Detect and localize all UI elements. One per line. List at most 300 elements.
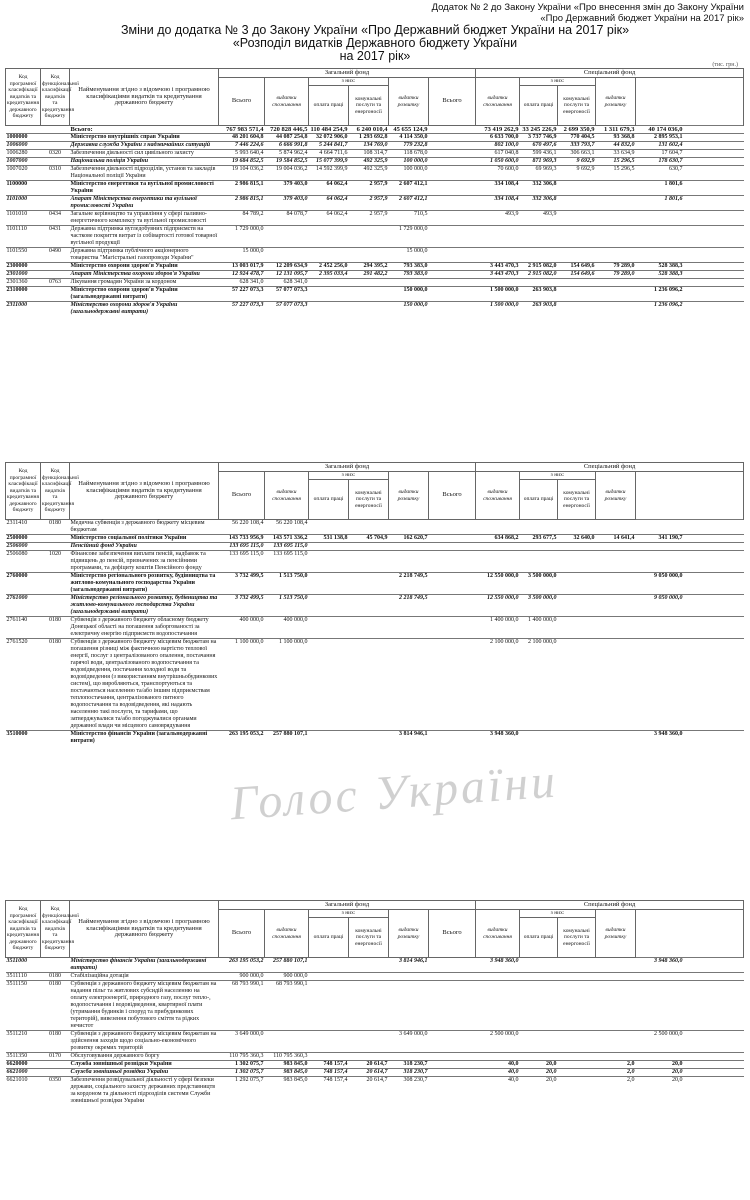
general-fund-value: 45 655 124,9 — [393, 126, 428, 133]
special-fund-value: 9 692,9 — [576, 158, 595, 164]
special-fund-value — [476, 543, 520, 551]
special-fund-value: 79 289,0 — [613, 263, 635, 269]
special-fund-value: 3 948 360,0 — [654, 731, 683, 737]
special-fund-value: 73 419 262,9 — [484, 126, 519, 133]
function-code: 0310 — [49, 166, 61, 172]
special-fund-value: 263 903,8 — [532, 287, 557, 293]
col-header-special-wages: оплата праці — [520, 480, 558, 520]
program-code: 2301000 — [6, 271, 28, 277]
special-fund-value — [558, 1053, 596, 1061]
special-fund-value — [596, 181, 636, 196]
special-fund-value — [476, 279, 520, 287]
general-fund-value-extra — [429, 271, 476, 279]
special-fund-value — [596, 211, 636, 226]
program-name: Пенсійний фонд України — [70, 543, 137, 549]
special-fund-value — [520, 520, 558, 535]
function-code: 0320 — [49, 150, 61, 156]
special-fund-value — [558, 543, 596, 551]
general-fund-value — [349, 551, 389, 573]
col-header-special-fund: Спеціальний фонд — [476, 901, 744, 910]
general-fund-value — [389, 973, 429, 981]
col-header-special-total: Всього — [429, 472, 476, 520]
program-code: 1006000 — [6, 142, 28, 148]
col-header-general-consumption: видатки споживання — [265, 472, 309, 520]
special-fund-value — [596, 981, 636, 1031]
special-fund-value: 9 050 000,0 — [654, 595, 683, 601]
special-fund-value: 178 630,7 — [658, 158, 683, 164]
special-fund-value — [476, 226, 520, 248]
general-fund-value — [349, 248, 389, 263]
special-fund-value: 1 801,6 — [664, 196, 683, 202]
special-fund-value: 9 050 000,0 — [654, 573, 683, 579]
special-fund-value — [596, 287, 636, 302]
general-fund-value — [309, 543, 349, 551]
general-fund-value: 143 733 956,9 — [229, 535, 264, 541]
special-fund-value — [476, 551, 520, 573]
special-fund-value: 1 801,6 — [664, 181, 683, 187]
col-header-general-total: Всього — [219, 910, 265, 958]
program-code: 2761140 — [6, 617, 28, 623]
general-fund-value-extra — [429, 142, 476, 150]
col-header-special-fund: Спеціальний фонд — [476, 463, 744, 472]
general-fund-value — [309, 573, 349, 595]
special-fund-value — [596, 248, 636, 263]
special-fund-value — [596, 595, 636, 617]
special-fund-value-extra — [684, 617, 744, 639]
function-code: 0763 — [49, 279, 61, 285]
special-fund-value: 634 868,2 — [494, 535, 519, 541]
special-fund-value-extra — [684, 302, 744, 317]
table-row — [6, 551, 744, 573]
special-fund-value: 599 436,1 — [532, 150, 557, 156]
special-fund-value — [636, 211, 684, 226]
col-header-general-development: видатки розвитку — [389, 78, 429, 126]
general-fund-value: 150 000,0 — [403, 302, 428, 308]
special-fund-value: 20,0 — [546, 1061, 557, 1067]
program-code: 1000000 — [6, 134, 28, 140]
general-fund-value: 133 695 115,0 — [229, 551, 264, 557]
special-fund-value: 20,0 — [672, 1069, 683, 1075]
special-fund-value: 2 100 000,0 — [490, 639, 519, 645]
program-code: 1007000 — [6, 158, 28, 164]
col-header-general-wages: оплата праці — [309, 86, 349, 126]
special-fund-value — [596, 543, 636, 551]
special-fund-value — [520, 981, 558, 1031]
special-fund-value: 2,0 — [627, 1061, 635, 1067]
general-fund-value — [309, 595, 349, 617]
general-fund-value-extra — [429, 958, 476, 973]
general-fund-value: 57 227 073,3 — [232, 302, 264, 308]
col-header-general-development: видатки розвитку — [389, 472, 429, 520]
program-name: Апарат Міністерства енергетики та вугільної промисловості України — [70, 196, 197, 209]
special-fund-value-extra — [684, 573, 744, 595]
general-fund-value — [349, 573, 389, 595]
special-fund-value-extra — [684, 126, 744, 134]
general-fund-value-extra — [429, 248, 476, 263]
general-fund-value: 628 341,0 — [239, 279, 264, 285]
general-fund-value-extra — [429, 287, 476, 302]
col-header-general-utilities: комунальні послуги та енергоносії — [349, 86, 389, 126]
program-name: Міністерство фінансів України (загальнодержавні витрати) — [70, 958, 207, 971]
special-fund-value: 341 190,7 — [658, 535, 683, 541]
general-fund-value: 110 795 360,3 — [229, 1053, 264, 1059]
general-fund-value: 32 072 906,0 — [316, 134, 348, 140]
special-fund-value-extra — [684, 279, 744, 287]
special-fund-value-extra — [684, 958, 744, 973]
general-fund-value: 1 302 075,7 — [235, 1069, 264, 1075]
program-name: Міністерство регіонального розвитку, будівництва та житлово-комунального господарства України (загальнодержавні витрати) — [70, 573, 216, 593]
function-code — [41, 142, 70, 150]
table-header — [6, 69, 744, 126]
col-header-special-wages: оплата праці — [520, 918, 558, 958]
special-fund-value — [476, 973, 520, 981]
general-fund-value: 12 924 478,7 — [232, 271, 264, 277]
special-fund-value: 3 948 360,0 — [490, 731, 519, 737]
general-fund-value-extra — [429, 1031, 476, 1053]
special-fund-value — [636, 520, 684, 535]
general-fund-value: 64 062,4 — [326, 181, 348, 187]
general-fund-value: 100 000,0 — [403, 166, 428, 172]
special-fund-value-extra — [684, 1077, 744, 1106]
function-code: 0490 — [49, 248, 61, 254]
table-header — [6, 901, 744, 958]
special-fund-value — [558, 1069, 596, 1077]
function-code — [41, 126, 70, 134]
special-fund-value: 12 550 000,0 — [487, 573, 519, 579]
special-fund-value — [636, 617, 684, 639]
col-header-general-total: Всього — [219, 472, 265, 520]
title-line2: «Розподіл видатків Державного бюджету України — [232, 36, 518, 50]
general-fund-value — [309, 1053, 349, 1061]
budget-table — [5, 900, 744, 1105]
special-fund-value: 1 500 000,0 — [490, 302, 519, 308]
general-fund-value: 56 220 108,4 — [232, 520, 264, 526]
table-row — [6, 981, 744, 1031]
general-fund-value: 2 395 033,4 — [319, 271, 348, 277]
special-fund-value: 493,9 — [543, 211, 557, 217]
special-fund-value-extra — [684, 543, 744, 551]
special-fund-value — [558, 595, 596, 617]
special-fund-value — [558, 617, 596, 639]
special-fund-value: 493,9 — [505, 211, 519, 217]
special-fund-value — [596, 302, 636, 317]
program-name: Міністерство фінансів України (загальнодержавні витрати) — [70, 731, 208, 744]
general-fund-value-extra — [429, 126, 476, 134]
program-name: Загальне керівництво та управління у сфері паливно-енергетичного комплексу та вугільної промисловості — [70, 211, 207, 224]
general-fund-value — [349, 302, 389, 317]
special-fund-value — [558, 1077, 596, 1106]
special-fund-value-extra — [684, 287, 744, 302]
special-fund-value: 20,0 — [546, 1069, 557, 1075]
general-fund-value: 6 666 991,8 — [279, 142, 308, 148]
program-name: Субвенція з державного бюджету місцевим бюджетам на здійснення заходів щодо соціально-економічного розвитку окремих територій — [70, 1031, 217, 1051]
general-fund-value: 5 993 640,4 — [235, 150, 264, 156]
col-header-prog-code: Код програмної класифікації видатків та кредитування державного бюджету — [6, 463, 41, 520]
general-fund-value-extra — [429, 226, 476, 248]
special-fund-value: 20,0 — [672, 1077, 683, 1083]
general-fund-value-extra — [429, 181, 476, 196]
general-fund-value: 84 078,7 — [286, 211, 308, 217]
special-fund-value — [558, 226, 596, 248]
special-fund-value: 154 649,6 — [570, 263, 595, 269]
function-code: 0350 — [49, 1077, 61, 1083]
general-fund-value-extra — [429, 595, 476, 617]
general-fund-value: 118 678,0 — [403, 150, 428, 156]
special-fund-value — [520, 731, 558, 746]
special-fund-value: 40,0 — [508, 1061, 519, 1067]
program-name: Забезпечення діяльності підрозділів, установ та закладів Національної поліції України — [70, 166, 216, 179]
special-fund-value: 1 400 000,0 — [528, 617, 557, 623]
program-name: Державна служба України з надзвичайних ситуацій — [70, 142, 211, 148]
col-header-special-fund: Спеціальний фонд — [476, 69, 744, 78]
col-header-general-of-which: з них: — [309, 910, 389, 918]
program-name: Міністерство внутрішніх справ України — [70, 134, 180, 140]
program-code: 3510000 — [6, 731, 28, 737]
special-fund-value-extra — [684, 535, 744, 543]
special-fund-value: 334 108,4 — [494, 196, 519, 202]
general-fund-value: 5 244 841,7 — [319, 142, 348, 148]
special-fund-value: 9 692,9 — [576, 166, 595, 172]
col-header-general-wages: оплата праці — [309, 918, 349, 958]
program-code: 2301360 — [6, 279, 28, 285]
function-code — [41, 158, 70, 166]
col-header-special-consumption: видатки споживання — [476, 78, 520, 126]
col-header-general-utilities: комунальні послуги та енергоносії — [349, 918, 389, 958]
general-fund-value — [389, 520, 429, 535]
program-code: 2760000 — [6, 573, 28, 579]
special-fund-value: 40,0 — [508, 1069, 519, 1075]
function-code — [41, 573, 70, 595]
general-fund-value — [349, 639, 389, 731]
general-fund-value: 294 395,2 — [363, 263, 388, 269]
general-fund-value: 2 957,9 — [369, 196, 388, 202]
general-fund-value: 19 004 036,2 — [276, 166, 308, 172]
program-code: 3511350 — [6, 1053, 28, 1059]
col-header-prog-code: Код програмної класифікації видатків та кредитування державного бюджету — [6, 901, 41, 958]
special-fund-value-extra — [684, 551, 744, 573]
annex-header — [432, 2, 744, 24]
function-code: 0434 — [49, 211, 61, 217]
general-fund-value: 12 209 634,9 — [276, 263, 308, 269]
general-fund-value: 19 584 852,5 — [276, 158, 308, 164]
general-fund-value: 1 100 000,0 — [279, 639, 308, 645]
special-fund-value — [558, 181, 596, 196]
general-fund-value: 3 732 499,5 — [235, 573, 264, 579]
function-code — [41, 1069, 70, 1077]
col-header-general-consumption: видатки споживання — [265, 910, 309, 958]
special-fund-value-extra — [684, 211, 744, 226]
special-fund-value: 617 040,8 — [494, 150, 519, 156]
special-fund-value: 670 497,6 — [532, 142, 557, 148]
general-fund-value — [309, 551, 349, 573]
program-code: 1006280 — [6, 150, 28, 156]
special-fund-value: 333 793,7 — [570, 142, 595, 148]
col-header-special-total: Всього — [429, 78, 476, 126]
table-row — [6, 211, 744, 226]
program-name: Забезпечення діяльності сил цивільного захисту — [70, 150, 194, 156]
program-code: 2310000 — [6, 287, 28, 293]
special-fund-value — [558, 1061, 596, 1069]
special-fund-value: 12 550 000,0 — [487, 595, 519, 601]
general-fund-value — [309, 248, 349, 263]
special-fund-value: 332 306,8 — [532, 181, 557, 187]
general-fund-value: 1 292 075,7 — [235, 1077, 264, 1083]
general-fund-value: 100 000,0 — [403, 158, 428, 164]
general-fund-value: 748 157,4 — [323, 1069, 348, 1075]
col-header-general-of-which: з них: — [309, 472, 389, 480]
table-row — [6, 1053, 744, 1061]
general-fund-value: 400 000,0 — [239, 617, 264, 623]
general-fund-value: 15 077 399,9 — [316, 158, 348, 164]
special-fund-value — [558, 248, 596, 263]
special-fund-value: 40 174 036,0 — [648, 126, 683, 133]
general-fund-value: 983 845,0 — [283, 1077, 308, 1083]
special-fund-value — [558, 520, 596, 535]
special-fund-value: 871 969,3 — [532, 158, 557, 164]
unit-note: (тис. грн.) — [712, 62, 738, 68]
general-fund-value — [349, 731, 389, 746]
general-fund-value: 3 649 000,0 — [235, 1031, 264, 1037]
special-fund-value — [596, 520, 636, 535]
special-fund-value: 528 388,3 — [658, 271, 683, 277]
general-fund-value-extra — [429, 535, 476, 543]
col-header-special-development: видатки розвитку — [596, 78, 636, 126]
table-row — [6, 1069, 744, 1077]
general-fund-value: 748 157,4 — [323, 1061, 348, 1067]
special-fund-value-extra — [684, 271, 744, 279]
general-fund-value: 15 000,0 — [242, 248, 264, 254]
col-header-special-utilities: комунальні послуги та енергоносії — [558, 480, 596, 520]
special-fund-value: 1 236 096,2 — [654, 287, 683, 293]
function-code: 0170 — [49, 1053, 61, 1059]
special-fund-value: 3 737 746,9 — [528, 134, 557, 140]
special-fund-value — [596, 639, 636, 731]
special-fund-value: 770 404,5 — [570, 134, 595, 140]
general-fund-value-extra — [429, 134, 476, 142]
general-fund-value — [349, 287, 389, 302]
function-code — [41, 271, 70, 279]
col-header-special-wages: оплата праці — [520, 86, 558, 126]
general-fund-value: 900 000,0 — [239, 973, 264, 979]
general-fund-value-extra — [429, 731, 476, 746]
table-row — [6, 520, 744, 535]
special-fund-value — [520, 958, 558, 973]
special-fund-value: 40,0 — [508, 1077, 519, 1083]
program-name: Субвенція з державного бюджету місцевим бюджетам на погашення різниці між фактичною вартістю теплової енергії, послуг з централізованого опалення, постачання гарячої води, централізованого водопостачання та водовідведення, постачання холодної води та водовідведення (з використанням внутрішньобудинкових систем), що виробляються, транспортуються та постачаються населенню та/або іншим підприємствам теплопостачання, централізованого питного водопостачання та водовідведення, які надають населенню такі послуги, та тарифами, що затверджувалися та/або погоджувалися органами державної влади чи місцевого самоврядування — [70, 639, 218, 729]
general-fund-value — [309, 279, 349, 287]
program-code: 2311000 — [6, 302, 28, 308]
special-fund-value-extra — [684, 595, 744, 617]
col-header-special-of-which: з них: — [520, 472, 596, 480]
general-fund-value: 1 729 000,0 — [399, 226, 428, 232]
special-fund-value-extra — [684, 142, 744, 150]
general-fund-value: 492 325,9 — [363, 166, 388, 172]
table-row — [6, 181, 744, 196]
general-fund-value: 318 230,7 — [403, 1069, 428, 1075]
general-fund-value — [349, 958, 389, 973]
special-fund-value: 2 915 082,0 — [528, 271, 557, 277]
program-name: Міністерство регіонального розвитку, будівництва та житлово-комунального господарства України (загальнодержавні витрати) — [70, 595, 218, 615]
table-row — [6, 543, 744, 551]
general-fund-value: 2 452 256,0 — [319, 263, 348, 269]
special-fund-value — [558, 551, 596, 573]
col-header-general-fund: Загальний фонд — [219, 901, 476, 910]
program-code — [6, 126, 41, 134]
general-fund-value-extra — [429, 639, 476, 731]
general-fund-value: 1 302 075,7 — [235, 1061, 264, 1067]
special-fund-value: 1 400 000,0 — [490, 617, 519, 623]
function-code — [41, 196, 70, 211]
col-header-special-utilities: комунальні послуги та енергоносії — [558, 86, 596, 126]
special-fund-value: 3 500 000,0 — [528, 573, 557, 579]
function-code — [41, 535, 70, 543]
general-fund-value: 20 614,7 — [366, 1061, 388, 1067]
general-fund-value — [309, 287, 349, 302]
general-fund-value: 263 195 053,2 — [229, 958, 264, 964]
table-header — [6, 463, 744, 520]
special-fund-value — [596, 1031, 636, 1053]
program-code: 2761520 — [6, 639, 28, 645]
general-fund-value: 7 446 224,6 — [235, 142, 264, 148]
general-fund-value-extra — [429, 158, 476, 166]
function-code — [41, 134, 70, 142]
program-name: Субвенція з державного бюджету обласному бюджету Донецької області на погашення заборгованості за електричну енергію підприємств водопостачання — [70, 617, 209, 637]
program-code: 3511000 — [6, 958, 28, 964]
general-fund-value — [309, 731, 349, 746]
general-fund-value: 13 003 017,9 — [232, 263, 264, 269]
col-header-name: Найменування згідно з відомчою і програмною класифікаціями видатків та кредитування державного бюджету — [70, 901, 219, 958]
general-fund-value: 57 227 073,3 — [232, 287, 264, 293]
special-fund-value: 802 100,0 — [494, 142, 519, 148]
general-fund-value: 134 769,0 — [363, 142, 388, 148]
special-fund-value: 131 602,4 — [658, 142, 683, 148]
program-name: Державна підтримка вугледобувних підприємств на часткове покриття витрат із собівартості готової товарної вугільної продукції — [70, 226, 218, 246]
special-fund-value-extra — [684, 196, 744, 211]
special-fund-value: 2 100 000,0 — [528, 639, 557, 645]
table-row — [6, 535, 744, 543]
table-row — [6, 731, 744, 746]
general-fund-value: 257 880 107,1 — [273, 958, 308, 964]
function-code: 0180 — [49, 973, 61, 979]
general-fund-value: 531 138,8 — [323, 535, 348, 541]
title-line1: Зміни до додатка № 3 до Закону України «Про Державний бюджет України на 2017 рік» — [120, 23, 630, 37]
general-fund-value: 1 100 000,0 — [235, 639, 264, 645]
table-row — [6, 226, 744, 248]
general-fund-value: 379 403,0 — [283, 196, 308, 202]
special-fund-value — [636, 639, 684, 731]
program-code: 2311410 — [6, 520, 28, 526]
general-fund-value: 19 684 852,5 — [232, 158, 264, 164]
general-fund-value: 110 795 360,3 — [273, 1053, 308, 1059]
special-fund-value: 33 245 226,9 — [522, 126, 557, 133]
function-code: 0180 — [49, 520, 61, 526]
special-fund-value-extra — [684, 226, 744, 248]
general-fund-value-extra — [429, 520, 476, 535]
program-name: Апарат Міністерства охорони здоров'я України — [70, 271, 200, 277]
special-fund-value: 14 641,4 — [613, 535, 635, 541]
special-fund-value — [558, 639, 596, 731]
special-fund-value — [520, 551, 558, 573]
general-fund-value: 12 131 095,7 — [276, 271, 308, 277]
table-row — [6, 134, 744, 142]
special-fund-value: 1 236 096,2 — [654, 302, 683, 308]
general-fund-value — [349, 1031, 389, 1053]
general-fund-value-extra — [429, 1061, 476, 1069]
special-fund-value: 2 699 350,9 — [563, 126, 595, 133]
special-fund-value-extra — [684, 973, 744, 981]
special-fund-value-extra — [684, 1061, 744, 1069]
program-name: Субвенція з державного бюджету місцевим бюджетам на надання пільг та житлових субсидій населенню на оплату електроенергії, природного газу, послуг тепло-, водопостачання і водовідведення, квартирної плати (утримання будинків і споруд та прибудинкових територій), вивезення побутового сміття та рідких нечистот — [70, 981, 217, 1029]
